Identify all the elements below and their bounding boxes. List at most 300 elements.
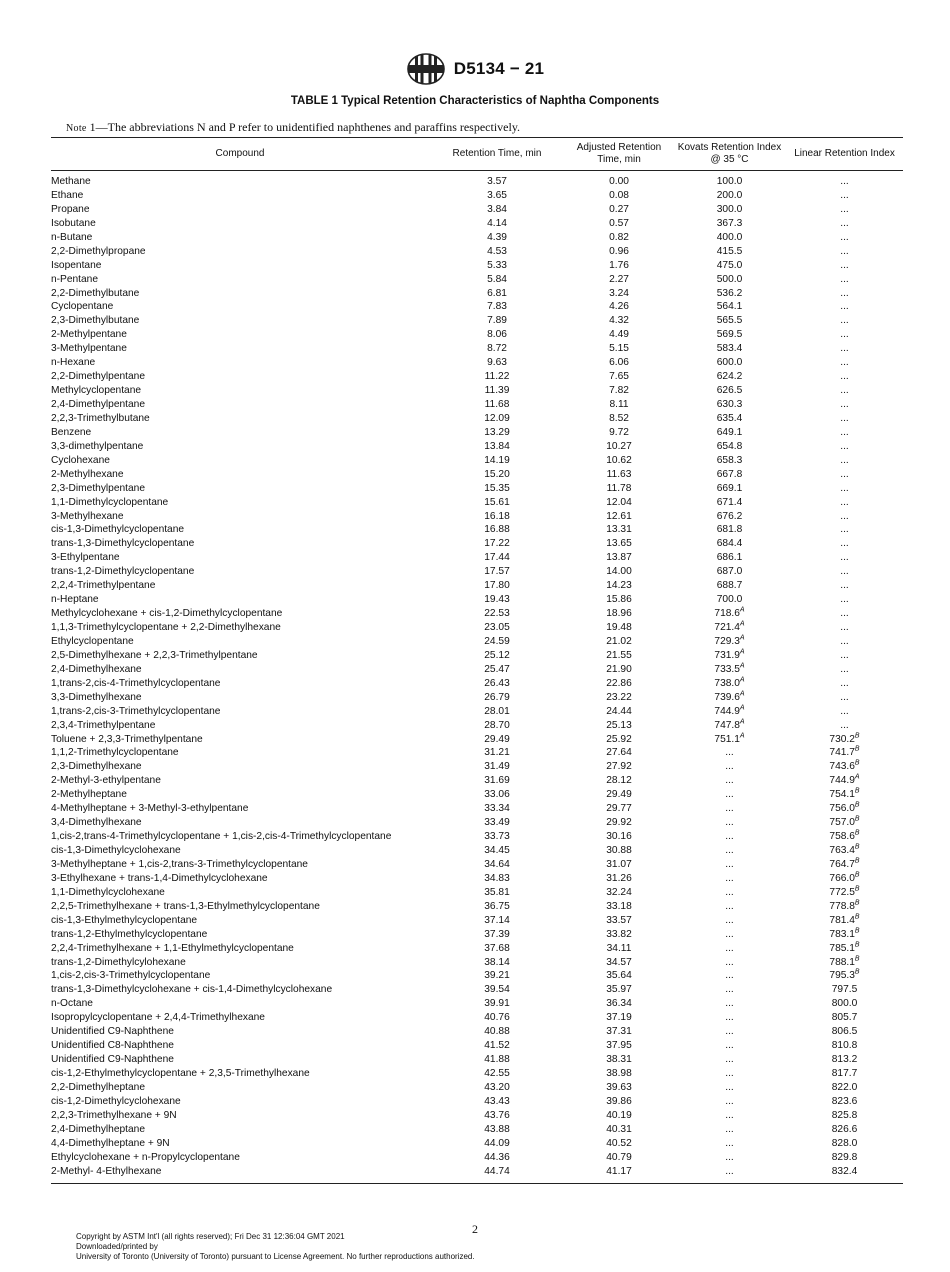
cell-value: ... bbox=[725, 803, 734, 815]
cell-value: ... bbox=[840, 622, 849, 633]
note-label: Note bbox=[66, 123, 87, 134]
cell-compound bbox=[51, 942, 429, 956]
cell-adjusted-retention-time bbox=[565, 189, 673, 203]
cell-value: 11.22 bbox=[484, 371, 510, 383]
table-row bbox=[51, 830, 903, 844]
cell-value: 31.07 bbox=[606, 858, 632, 870]
table-row bbox=[51, 384, 903, 398]
cell-retention-time bbox=[429, 844, 565, 858]
cell-value: ... bbox=[840, 399, 849, 410]
cell-compound bbox=[51, 384, 429, 398]
cell-value: 22.86 bbox=[606, 677, 632, 689]
cell-adjusted-retention-time bbox=[565, 1053, 673, 1067]
cell-value: 4.39 bbox=[487, 231, 507, 243]
cell-adjusted-retention-time bbox=[565, 956, 673, 970]
cell-linear-retention-index bbox=[786, 1151, 903, 1165]
cell-adjusted-retention-time bbox=[565, 370, 673, 384]
table-row bbox=[51, 760, 903, 774]
cell-value: 33.34 bbox=[484, 803, 510, 815]
cell-adjusted-retention-time bbox=[565, 245, 673, 259]
table-row bbox=[51, 774, 903, 788]
cell-value: 3,3-Dimethylhexane bbox=[51, 691, 142, 703]
table-row bbox=[51, 858, 903, 872]
cell-value: 24.44 bbox=[606, 705, 632, 717]
cell-linear-retention-index bbox=[786, 621, 903, 635]
table-row bbox=[51, 245, 903, 259]
cell-kovats-index bbox=[673, 914, 786, 928]
cell-value: cis-1,3-Ethylmethylcyclopentane bbox=[51, 914, 198, 926]
cell-linear-retention-index bbox=[786, 705, 903, 719]
cell-kovats-index bbox=[673, 1053, 786, 1067]
cell-value: ... bbox=[725, 872, 734, 884]
cell-value: 5.84 bbox=[487, 273, 507, 285]
cell-value: 684.4 bbox=[716, 538, 743, 550]
cell-retention-time bbox=[429, 997, 565, 1011]
cell-value: 721.4 bbox=[714, 622, 740, 633]
cell-retention-time bbox=[429, 719, 565, 733]
cell-value: 8.06 bbox=[487, 329, 507, 341]
footer-line: Downloaded/printed by bbox=[76, 1242, 158, 1251]
cell-linear-retention-index bbox=[786, 273, 903, 287]
table-row bbox=[51, 969, 903, 983]
cell-value: 6.81 bbox=[487, 287, 507, 299]
cell-kovats-index bbox=[673, 746, 786, 760]
cell-adjusted-retention-time bbox=[565, 1151, 673, 1165]
footer-line: Copyright by ASTM Int'l (all rights reserved); Fri Dec 31 12:36:04 GMT 2021 bbox=[76, 1232, 345, 1241]
cell-retention-time bbox=[429, 496, 565, 510]
cell-value: 23.05 bbox=[484, 622, 510, 633]
cell-linear-retention-index bbox=[786, 607, 903, 621]
cell-linear-retention-index bbox=[786, 956, 903, 970]
cell-value: 738.0 bbox=[714, 677, 740, 689]
cell-value: 2.27 bbox=[609, 273, 629, 285]
cell-retention-time bbox=[429, 872, 565, 886]
cell-value: 700.0 bbox=[716, 594, 743, 606]
cell-compound bbox=[51, 872, 429, 886]
document-header bbox=[0, 52, 950, 86]
cell-value: 0.27 bbox=[609, 203, 629, 215]
cell-value: 4.26 bbox=[609, 301, 629, 313]
table-row bbox=[51, 1081, 903, 1095]
cell-compound bbox=[51, 1137, 429, 1151]
cell-value: ... bbox=[725, 942, 734, 954]
cell-retention-time bbox=[429, 774, 565, 788]
table-row bbox=[51, 440, 903, 454]
cell-kovats-index bbox=[673, 886, 786, 900]
cell-value: 1,1,2-Trimethylcyclopentane bbox=[51, 747, 179, 759]
cell-retention-time bbox=[429, 426, 565, 440]
cell-value: 2,4-Dimethylheptane bbox=[51, 1123, 146, 1135]
cell-value: 813.2 bbox=[831, 1054, 858, 1066]
cell-retention-time bbox=[429, 370, 565, 384]
cell-kovats-index bbox=[673, 983, 786, 997]
cell-kovats-index bbox=[673, 1151, 786, 1165]
cell-retention-time bbox=[429, 551, 565, 565]
cell-adjusted-retention-time bbox=[565, 886, 673, 900]
table-row bbox=[51, 342, 903, 356]
cell-value: 29.77 bbox=[606, 803, 632, 815]
cell-adjusted-retention-time bbox=[565, 1137, 673, 1151]
cell-compound bbox=[51, 956, 429, 970]
cell-value: 33.06 bbox=[484, 789, 510, 801]
cell-kovats-index bbox=[673, 468, 786, 482]
table-row bbox=[51, 983, 903, 997]
column-header-linear-retention-index: Linear Retention Index bbox=[794, 147, 895, 159]
cell-value: ... bbox=[725, 984, 734, 996]
cell-value: 718.6 bbox=[714, 608, 740, 620]
cell-compound bbox=[51, 398, 429, 412]
cell-value: ... bbox=[840, 691, 849, 703]
cell-kovats-index bbox=[673, 1039, 786, 1053]
table-row bbox=[51, 649, 903, 663]
cell-value: Methylcyclohexane + cis-1,2-Dimethylcyclopentane bbox=[51, 608, 283, 620]
cell-value: 757.0 bbox=[829, 817, 855, 829]
cell-value: 7.83 bbox=[487, 301, 507, 313]
table-row bbox=[51, 1137, 903, 1151]
cell-linear-retention-index bbox=[786, 440, 903, 454]
cell-linear-retention-index bbox=[786, 468, 903, 482]
table-row bbox=[51, 621, 903, 635]
cell-value: 19.48 bbox=[606, 622, 632, 633]
cell-kovats-index bbox=[673, 370, 786, 384]
table-row bbox=[51, 273, 903, 287]
cell-value: 2-Methyl-3-ethylpentane bbox=[51, 775, 161, 787]
cell-value: Isopropylcyclopentane + 2,4,4-Trimethylhexane bbox=[51, 1012, 265, 1024]
footnote-marker: B bbox=[854, 927, 860, 935]
cell-kovats-index bbox=[673, 482, 786, 496]
cell-compound bbox=[51, 621, 429, 635]
cell-value: ... bbox=[840, 412, 849, 424]
cell-value: ... bbox=[840, 635, 849, 647]
cell-value: 743.6 bbox=[829, 761, 855, 773]
cell-compound bbox=[51, 273, 429, 287]
cell-retention-time bbox=[429, 733, 565, 747]
cell-value: 1.76 bbox=[609, 259, 629, 271]
cell-linear-retention-index bbox=[786, 774, 903, 788]
cell-adjusted-retention-time bbox=[565, 551, 673, 565]
cell-retention-time bbox=[429, 649, 565, 663]
footnote-marker: B bbox=[854, 843, 860, 851]
cell-compound bbox=[51, 1109, 429, 1123]
cell-value: 40.19 bbox=[606, 1109, 632, 1121]
cell-kovats-index bbox=[673, 760, 786, 774]
cell-value: 828.0 bbox=[831, 1137, 858, 1149]
cell-value: ... bbox=[840, 259, 849, 271]
cell-compound bbox=[51, 1081, 429, 1095]
cell-value: ... bbox=[840, 524, 849, 536]
cell-linear-retention-index bbox=[786, 482, 903, 496]
cell-value: 0.82 bbox=[609, 231, 629, 243]
cell-value: 5.15 bbox=[609, 343, 629, 355]
footnote-marker: B bbox=[854, 801, 860, 809]
cell-value: 38.31 bbox=[606, 1054, 632, 1066]
cell-adjusted-retention-time bbox=[565, 1109, 673, 1123]
cell-value: 29.49 bbox=[484, 733, 510, 745]
cell-value: 781.4 bbox=[829, 914, 855, 926]
cell-retention-time bbox=[429, 928, 565, 942]
cell-kovats-index bbox=[673, 273, 786, 287]
column-header-retention-time: Retention Time, min bbox=[452, 147, 542, 159]
cell-compound bbox=[51, 663, 429, 677]
cell-adjusted-retention-time bbox=[565, 900, 673, 914]
cell-linear-retention-index bbox=[786, 900, 903, 914]
cell-value: 754.1 bbox=[829, 789, 855, 801]
cell-linear-retention-index bbox=[786, 300, 903, 314]
cell-value: 17.22 bbox=[484, 538, 510, 550]
cell-value: 1,1,3-Trimethylcyclopentane + 2,2-Dimethylhexane bbox=[51, 622, 281, 633]
cell-retention-time bbox=[429, 677, 565, 691]
table-row bbox=[51, 1123, 903, 1137]
cell-kovats-index bbox=[673, 1081, 786, 1095]
cell-linear-retention-index bbox=[786, 175, 903, 189]
cell-linear-retention-index bbox=[786, 1095, 903, 1109]
cell-adjusted-retention-time bbox=[565, 468, 673, 482]
cell-compound bbox=[51, 440, 429, 454]
cell-value: 13.31 bbox=[606, 524, 632, 536]
cell-value: 33.18 bbox=[606, 900, 632, 912]
cell-retention-time bbox=[429, 259, 565, 273]
cell-value: ... bbox=[840, 301, 849, 313]
cell-value: 1,trans-2,cis-4-Trimethylcyclopentane bbox=[51, 677, 221, 689]
cell-value: 0.08 bbox=[609, 189, 629, 201]
cell-value: ... bbox=[840, 705, 849, 717]
cell-retention-time bbox=[429, 900, 565, 914]
cell-value: ... bbox=[840, 510, 849, 522]
cell-adjusted-retention-time bbox=[565, 1067, 673, 1081]
cell-value: 30.16 bbox=[606, 831, 632, 843]
cell-kovats-index bbox=[673, 537, 786, 551]
cell-value: ... bbox=[840, 580, 849, 592]
cell-value: 5.33 bbox=[487, 259, 507, 271]
cell-retention-time bbox=[429, 523, 565, 537]
cell-kovats-index bbox=[673, 788, 786, 802]
cell-value: n-Hexane bbox=[51, 357, 96, 369]
cell-linear-retention-index bbox=[786, 802, 903, 816]
cell-retention-time bbox=[429, 300, 565, 314]
cell-value: 1,trans-2,cis-3-Trimethylcyclopentane bbox=[51, 705, 221, 717]
cell-adjusted-retention-time bbox=[565, 231, 673, 245]
cell-compound bbox=[51, 203, 429, 217]
table-row bbox=[51, 314, 903, 328]
footnote-marker: B bbox=[854, 746, 860, 754]
cell-value: 29.49 bbox=[606, 789, 632, 801]
astm-logo-icon bbox=[406, 52, 446, 86]
table-row bbox=[51, 328, 903, 342]
cell-kovats-index bbox=[673, 1095, 786, 1109]
cell-compound bbox=[51, 579, 429, 593]
cell-value: 729.3 bbox=[714, 635, 740, 647]
cell-compound bbox=[51, 1095, 429, 1109]
cell-value: 624.2 bbox=[716, 371, 743, 383]
table-row bbox=[51, 593, 903, 607]
cell-value: 15.35 bbox=[484, 482, 510, 494]
cell-kovats-index bbox=[673, 1109, 786, 1123]
cell-value: ... bbox=[725, 1165, 734, 1177]
cell-value: 12.09 bbox=[484, 412, 510, 424]
table-row bbox=[51, 482, 903, 496]
footnote-marker: A bbox=[739, 648, 745, 656]
cell-value: 27.92 bbox=[606, 761, 632, 773]
cell-kovats-index bbox=[673, 356, 786, 370]
cell-compound bbox=[51, 342, 429, 356]
cell-retention-time bbox=[429, 384, 565, 398]
column-header-kovats-index: Kovats Retention Index @ 35 °C bbox=[677, 141, 782, 165]
cell-kovats-index bbox=[673, 287, 786, 301]
cell-linear-retention-index bbox=[786, 969, 903, 983]
cell-kovats-index bbox=[673, 496, 786, 510]
cell-value: 3-Methylheptane + 1,cis-2,trans-3-Trimethylcyclopentane bbox=[51, 858, 308, 870]
cell-retention-time bbox=[429, 412, 565, 426]
cell-adjusted-retention-time bbox=[565, 942, 673, 956]
cell-compound bbox=[51, 593, 429, 607]
table-title: TABLE 1 Typical Retention Characteristics of Naphtha Components bbox=[290, 95, 660, 107]
cell-value: 2,2-Dimethylpropane bbox=[51, 245, 146, 257]
footnote-marker: A bbox=[739, 676, 745, 684]
table-row bbox=[51, 914, 903, 928]
table-row bbox=[51, 997, 903, 1011]
cell-value: Ethylcyclohexane + n-Propylcyclopentane bbox=[51, 1151, 240, 1163]
cell-compound bbox=[51, 774, 429, 788]
cell-value: ... bbox=[840, 496, 849, 508]
cell-compound bbox=[51, 760, 429, 774]
cell-retention-time bbox=[429, 802, 565, 816]
cell-value: 13.87 bbox=[606, 552, 632, 564]
cell-adjusted-retention-time bbox=[565, 300, 673, 314]
cell-value: 10.62 bbox=[606, 454, 632, 466]
cell-adjusted-retention-time bbox=[565, 997, 673, 1011]
cell-value: 600.0 bbox=[716, 357, 743, 369]
cell-value: 733.5 bbox=[714, 663, 740, 675]
cell-linear-retention-index bbox=[786, 1011, 903, 1025]
cell-compound bbox=[51, 607, 429, 621]
cell-adjusted-retention-time bbox=[565, 677, 673, 691]
cell-value: ... bbox=[840, 440, 849, 452]
cell-value: 14.19 bbox=[484, 454, 510, 466]
cell-value: 34.57 bbox=[606, 956, 632, 968]
cell-adjusted-retention-time bbox=[565, 384, 673, 398]
cell-retention-time bbox=[429, 1137, 565, 1151]
table-row bbox=[51, 705, 903, 719]
cell-value: ... bbox=[840, 594, 849, 606]
cell-value: 1,cis-2,trans-4-Trimethylcyclopentane + 1,cis-2,cis-4-Trimethylcyclopentane bbox=[51, 831, 392, 843]
cell-value: 2,4-Dimethylpentane bbox=[51, 399, 146, 410]
cell-value: ... bbox=[840, 217, 849, 229]
cell-kovats-index bbox=[673, 217, 786, 231]
cell-value: 41.52 bbox=[484, 1040, 510, 1052]
cell-retention-time bbox=[429, 788, 565, 802]
cell-linear-retention-index bbox=[786, 342, 903, 356]
cell-value: 2,2,4-Trimethylhexane + 1,1-Ethylmethylcyclopentane bbox=[51, 942, 294, 954]
cell-value: ... bbox=[840, 176, 849, 187]
cell-adjusted-retention-time bbox=[565, 440, 673, 454]
cell-compound bbox=[51, 231, 429, 245]
cell-value: ... bbox=[725, 998, 734, 1010]
cell-adjusted-retention-time bbox=[565, 426, 673, 440]
cell-value: Methylcyclopentane bbox=[51, 385, 142, 397]
cell-adjusted-retention-time bbox=[565, 356, 673, 370]
cell-kovats-index bbox=[673, 412, 786, 426]
cell-linear-retention-index bbox=[786, 1025, 903, 1039]
cell-kovats-index bbox=[673, 300, 786, 314]
cell-compound bbox=[51, 719, 429, 733]
cell-compound bbox=[51, 997, 429, 1011]
cell-adjusted-retention-time bbox=[565, 342, 673, 356]
footnote-marker: A bbox=[739, 718, 745, 726]
footnote-marker: B bbox=[854, 829, 860, 837]
cell-value: ... bbox=[840, 454, 849, 466]
cell-compound bbox=[51, 523, 429, 537]
cell-value: 28.70 bbox=[484, 719, 510, 731]
cell-value: 40.31 bbox=[606, 1123, 632, 1135]
cell-value: 37.14 bbox=[484, 914, 510, 926]
cell-kovats-index bbox=[673, 454, 786, 468]
cell-adjusted-retention-time bbox=[565, 565, 673, 579]
cell-value: ... bbox=[725, 1012, 734, 1024]
table-row bbox=[51, 370, 903, 384]
cell-value: 3.57 bbox=[487, 176, 507, 187]
cell-value: 38.98 bbox=[606, 1068, 632, 1079]
cell-linear-retention-index bbox=[786, 1053, 903, 1067]
cell-kovats-index bbox=[673, 231, 786, 245]
cell-value: ... bbox=[840, 677, 849, 689]
cell-value: 569.5 bbox=[716, 329, 743, 341]
cell-value: Ethane bbox=[51, 189, 84, 201]
cell-retention-time bbox=[429, 858, 565, 872]
cell-value: 13.29 bbox=[484, 426, 510, 438]
cell-value: 21.55 bbox=[606, 649, 632, 661]
cell-value: ... bbox=[840, 552, 849, 564]
cell-value: 4.53 bbox=[487, 245, 507, 257]
cell-value: ... bbox=[840, 231, 849, 243]
cell-value: 2,2-Dimethylbutane bbox=[51, 287, 140, 299]
cell-value: ... bbox=[840, 245, 849, 257]
cell-value: 15.86 bbox=[606, 594, 632, 606]
cell-value: ... bbox=[725, 1151, 734, 1163]
cell-linear-retention-index bbox=[786, 245, 903, 259]
cell-value: 3.24 bbox=[609, 287, 629, 299]
table-row bbox=[51, 1095, 903, 1109]
cell-value: 37.68 bbox=[484, 942, 510, 954]
cell-value: 10.27 bbox=[606, 440, 632, 452]
cell-value: Unidentified C8-Naphthene bbox=[51, 1040, 174, 1052]
table-row bbox=[51, 802, 903, 816]
cell-value: Toluene + 2,3,3-Trimethylpentane bbox=[51, 733, 203, 745]
cell-value: 35.64 bbox=[606, 970, 632, 982]
cell-value: 1,1-Dimethylcyclopentane bbox=[51, 496, 169, 508]
cell-compound bbox=[51, 1067, 429, 1081]
cell-value: 23.22 bbox=[606, 691, 632, 703]
cell-value: 635.4 bbox=[716, 412, 743, 424]
cell-value: ... bbox=[840, 608, 849, 620]
cell-linear-retention-index bbox=[786, 537, 903, 551]
cell-value: 19.43 bbox=[484, 594, 510, 606]
cell-compound bbox=[51, 983, 429, 997]
cell-value: ... bbox=[840, 287, 849, 299]
cell-linear-retention-index bbox=[786, 579, 903, 593]
cell-kovats-index bbox=[673, 816, 786, 830]
cell-value: trans-1,3-Dimethylcyclopentane bbox=[51, 538, 195, 550]
table-row bbox=[51, 900, 903, 914]
cell-value: 797.5 bbox=[831, 984, 858, 996]
cell-kovats-index bbox=[673, 733, 786, 747]
cell-value: 31.21 bbox=[484, 747, 510, 759]
cell-adjusted-retention-time bbox=[565, 635, 673, 649]
cell-value: 2-Methylheptane bbox=[51, 789, 127, 801]
cell-value: 22.53 bbox=[484, 608, 510, 620]
cell-retention-time bbox=[429, 886, 565, 900]
cell-value: 28.12 bbox=[606, 775, 632, 787]
cell-value: 825.8 bbox=[831, 1109, 858, 1121]
